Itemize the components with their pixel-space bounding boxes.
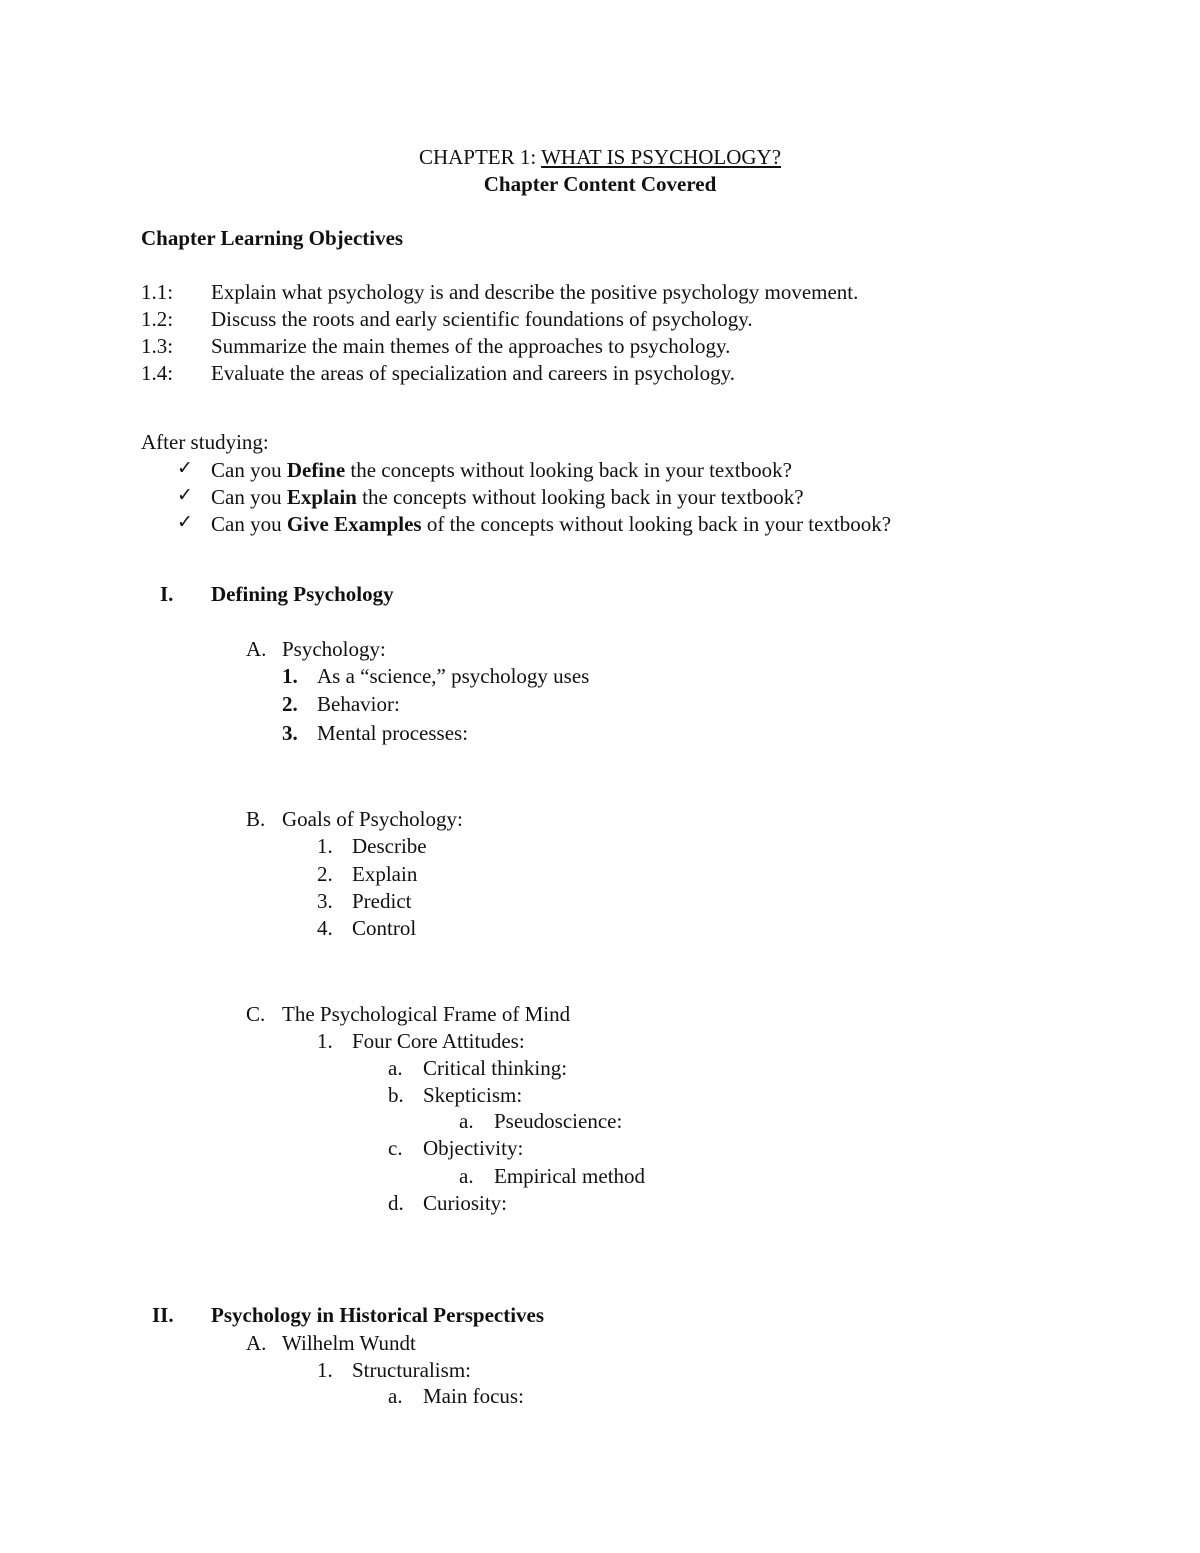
outline-heading: The Psychological Frame of Mind [282, 1002, 571, 1026]
outline-item: Describe [352, 834, 427, 858]
outline-marker: 1. [282, 664, 298, 688]
self-check-item: Can you Define the concepts without looking back in your textbook? [211, 458, 792, 482]
objectives-heading: Chapter Learning Objectives [141, 226, 404, 250]
objective-text: Explain what psychology is and describe the positive psychology movement. [211, 280, 859, 304]
outline-item: Predict [352, 889, 412, 913]
outline-marker: 2. [317, 862, 333, 886]
section-numeral: I. [160, 582, 174, 606]
section-title: Psychology in Historical Perspectives [211, 1303, 545, 1327]
chapter-heading [0, 147, 1200, 168]
self-check-item: Can you Give Examples of the concepts without looking back in your textbook? [211, 512, 892, 536]
outline-heading: Psychology: [282, 637, 386, 661]
outline-marker: a. [388, 1056, 403, 1080]
checkmark-icon: ✓ [177, 484, 193, 506]
outline-item: Critical thinking: [423, 1056, 568, 1080]
outline-item: Behavior: [317, 692, 400, 716]
outline-marker: d. [388, 1191, 404, 1215]
objective-text: Evaluate the areas of specialization and careers in psychology. [211, 361, 735, 385]
outline-marker: c. [388, 1136, 403, 1160]
outline-item: Skepticism: [423, 1083, 523, 1107]
outline-marker: 4. [317, 916, 333, 940]
outline-marker: b. [388, 1083, 404, 1107]
outline-marker: 1. [317, 1358, 333, 1382]
outline-item: Empirical method [494, 1164, 646, 1188]
outline-marker: A. [246, 637, 267, 661]
outline-heading: Goals of Psychology: [282, 807, 463, 831]
checkmark-icon: ✓ [177, 457, 193, 479]
chapter-title: WHAT IS PSYCHOLOGY? [541, 145, 782, 169]
outline-marker: 3. [317, 889, 333, 913]
outline-marker: 3. [282, 721, 298, 745]
outline-item: Objectivity: [423, 1136, 524, 1160]
objective-text: Summarize the main themes of the approaches to psychology. [211, 334, 731, 358]
outline-marker: C. [246, 1002, 266, 1026]
chapter-number: CHAPTER 1: [418, 145, 537, 169]
outline-item: As a “science,” psychology uses [317, 664, 590, 688]
outline-marker: 2. [282, 692, 298, 716]
outline-item: Structuralism: [352, 1358, 471, 1382]
outline-marker: A. [246, 1331, 267, 1355]
outline-item: Mental processes: [317, 721, 469, 745]
outline-item: Explain [352, 862, 418, 886]
objective-number: 1.3: [141, 334, 174, 358]
outline-item: Control [352, 916, 417, 940]
outline-item: Pseudoscience: [494, 1109, 623, 1133]
outline-item: Main focus: [423, 1384, 524, 1408]
after-studying-intro: After studying: [141, 430, 269, 454]
outline-item: Curiosity: [423, 1191, 508, 1215]
outline-marker: a. [388, 1384, 403, 1408]
outline-marker: a. [459, 1109, 474, 1133]
outline-marker: B. [246, 807, 266, 831]
outline-heading: Wilhelm Wundt [282, 1331, 416, 1355]
checkmark-icon: ✓ [177, 511, 193, 533]
chapter-subtitle: Chapter Content Covered [483, 172, 717, 196]
self-check-item: Can you Explain the concepts without looking back in your textbook? [211, 485, 804, 509]
objective-number: 1.1: [141, 280, 174, 304]
outline-marker: 1. [317, 834, 333, 858]
section-title: Defining Psychology [211, 582, 394, 606]
outline-marker: a. [459, 1164, 474, 1188]
objective-number: 1.4: [141, 361, 174, 385]
objective-number: 1.2: [141, 307, 174, 331]
outline-item: Four Core Attitudes: [352, 1029, 525, 1053]
outline-marker: 1. [317, 1029, 333, 1053]
section-numeral: II. [152, 1303, 174, 1327]
objective-text: Discuss the roots and early scientific foundations of psychology. [211, 307, 753, 331]
